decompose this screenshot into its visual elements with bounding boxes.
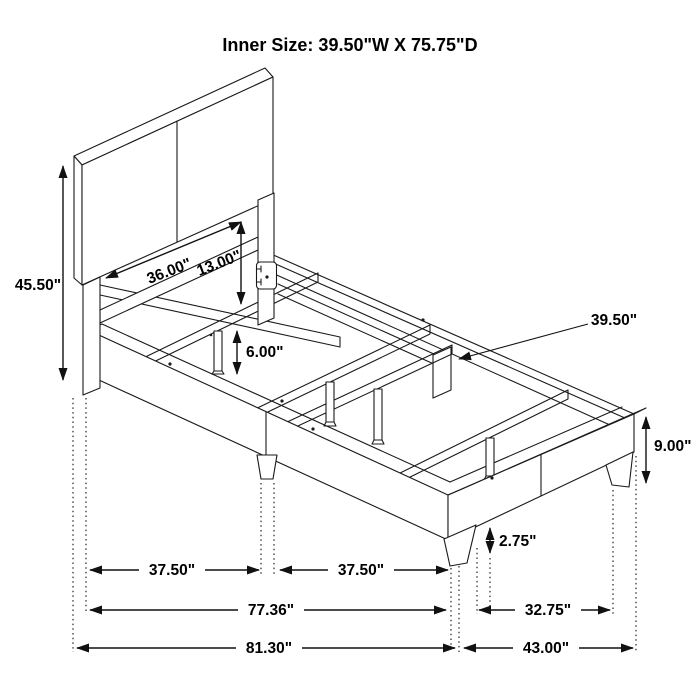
dimension-label-foot-inner-span: 32.75" (524, 602, 572, 619)
diagram-title: Inner Size: 39.50"W X 75.75"D (222, 35, 478, 55)
dimension-label-center-leg-height: 6.00" (246, 344, 284, 361)
bed-frame-drawing (74, 68, 646, 566)
dimension-label-headboard-panel-height: 13.00" (194, 247, 244, 280)
dimension-foot-leg-height (490, 528, 537, 553)
dimension-right-rail-segment (280, 560, 448, 579)
dimension-label-overall-depth: 81.30" (245, 640, 293, 657)
dimension-slat-span-length (90, 600, 446, 619)
dimension-label-slat-span-length: 77.36" (247, 602, 295, 619)
dimension-left-rail-segment (90, 560, 259, 579)
dimension-overall-depth (77, 638, 455, 657)
dimension-foot-overall-width (464, 638, 633, 657)
dimension-label-foot-leg-height: 2.75" (499, 533, 537, 550)
dimension-center-leg-height (237, 331, 284, 374)
mid-rail-bracket (433, 347, 451, 398)
dimension-label-side-rail-height: 9.00" (654, 438, 692, 455)
dimension-label-inner-width: 39.50" (590, 312, 638, 329)
dimension-label-right-rail-segment: 37.50" (337, 562, 385, 579)
dimension-side-rail-height (646, 417, 692, 483)
dimension-label-left-rail-segment: 37.50" (148, 562, 196, 579)
dimension-foot-inner-span (479, 600, 610, 619)
dimension-headboard-height (15, 166, 63, 380)
headboard-post-right (258, 193, 274, 325)
headboard-bracket (257, 262, 277, 289)
dimension-label-foot-overall-width: 43.00" (522, 640, 570, 657)
footboard (444, 408, 646, 566)
dimension-inner-width (459, 312, 637, 359)
mid-rail-leg (257, 455, 277, 479)
headboard-post-left (83, 277, 100, 395)
dimension-label-headboard-height: 45.50" (14, 277, 62, 294)
near-side-rail (88, 330, 448, 540)
dimension-label-headboard-width: 36.00" (144, 255, 194, 288)
dimension-headboard-panel-height (195, 222, 244, 304)
